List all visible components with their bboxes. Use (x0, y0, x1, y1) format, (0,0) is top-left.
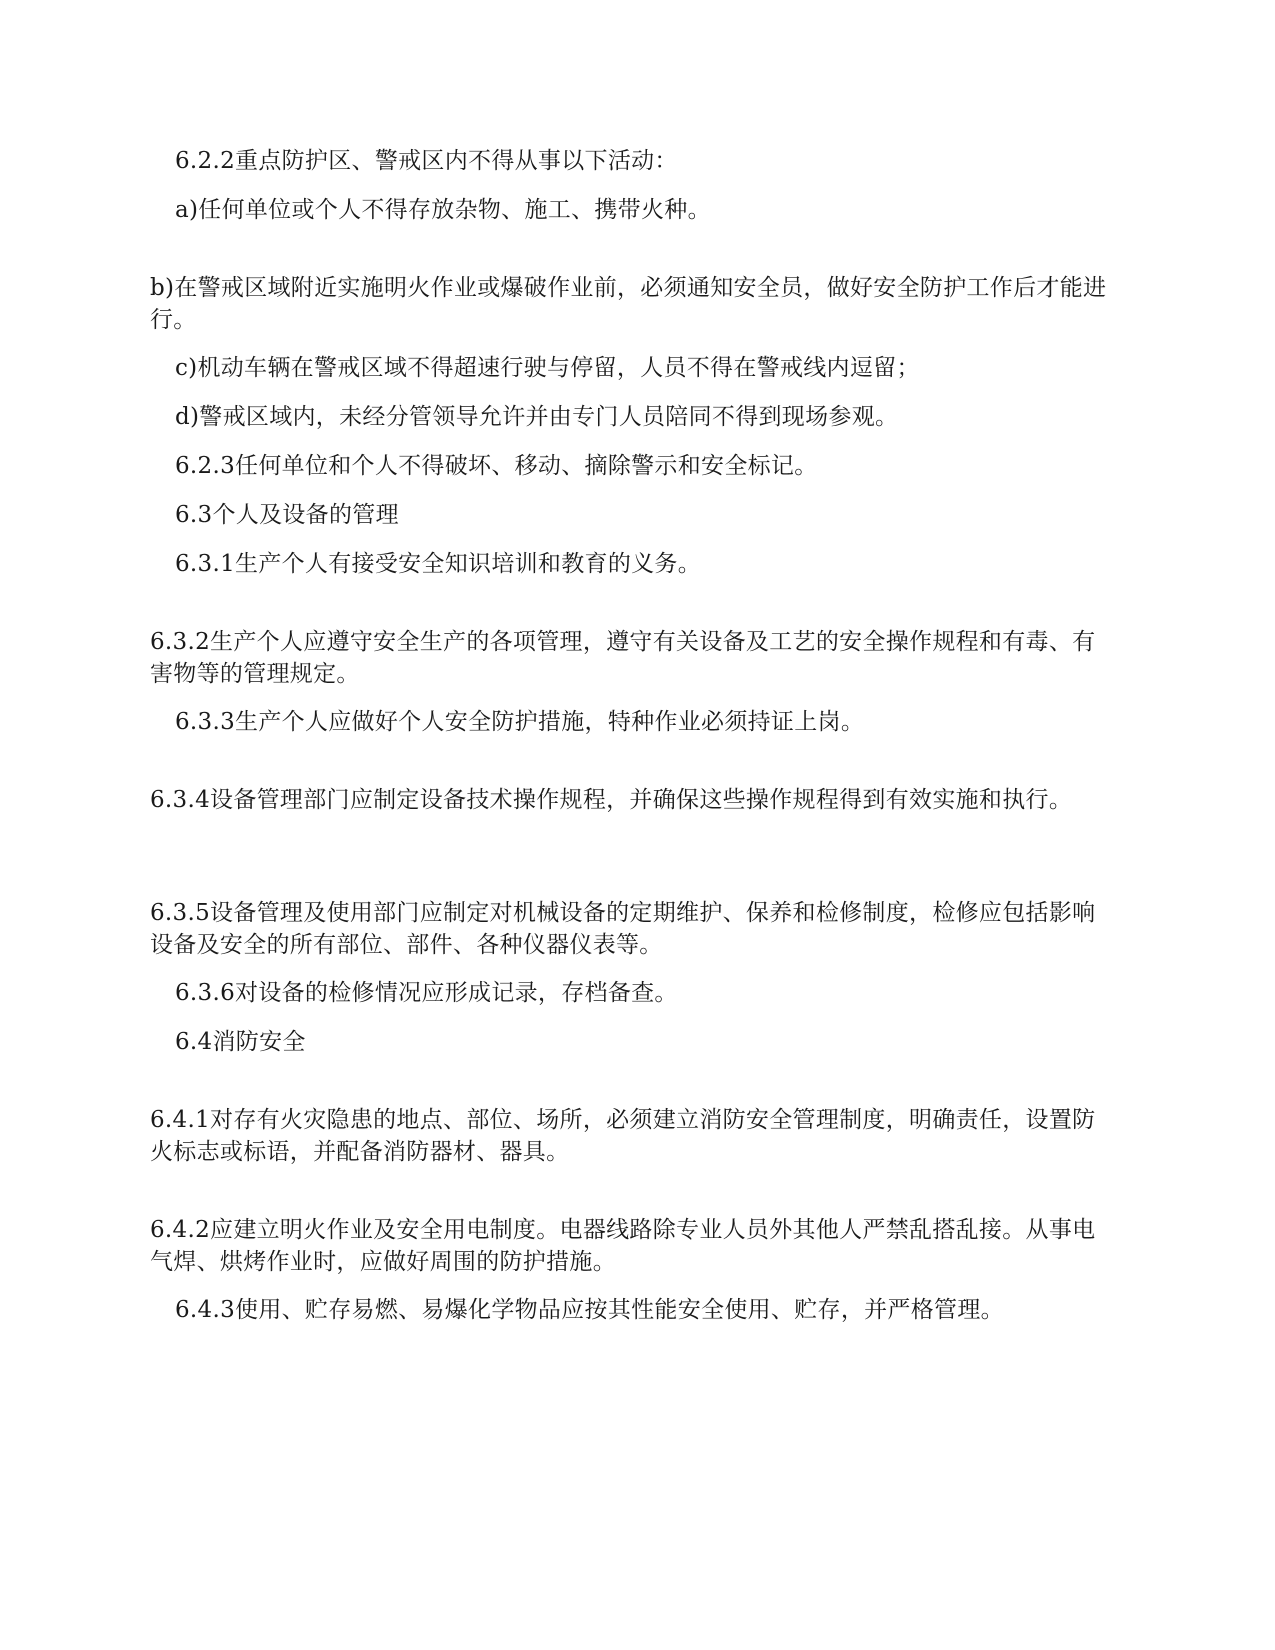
paragraph-item-c: c)机动车辆在警戒区域不得超速行驶与停留，人员不得在警戒线内逗留； (175, 355, 920, 381)
paragraph-6-3-2: 6.3.2生产个人应遵守安全生产的各项管理，遵守有关设备及工艺的安全操作规程和有毒、有害物等的管理规定。 (150, 629, 1096, 687)
section-heading-6-3: 6.3个人及设备的管理 (175, 502, 399, 528)
paragraph-item-b: b)在警戒区域附近实施明火作业或爆破作业前，必须通知安全员，做好安全防护工作后才能进行。 (150, 275, 1107, 333)
paragraph-6-4-1: 6.4.1对存有火灾隐患的地点、部位、场所，必须建立消防安全管理制度，明确责任，设置防火标志或标语，并配备消防器材、器具。 (150, 1107, 1096, 1165)
paragraph-item-d: d)警戒区域内，未经分管领导允许并由专门人员陪同不得到现场参观。 (175, 404, 899, 430)
paragraph-6-2-3: 6.2.3任何单位和个人不得破坏、移动、摘除警示和安全标记。 (175, 453, 818, 479)
paragraph-6-3-3: 6.3.3生产个人应做好个人安全防护措施，特种作业必须持证上岗。 (175, 709, 865, 735)
paragraph-6-4-3: 6.4.3使用、贮存易燃、易爆化学物品应按其性能安全使用、贮存，并严格管理。 (175, 1297, 1004, 1323)
paragraph-6-3-1: 6.3.1生产个人有接受安全知识培训和教育的义务。 (175, 551, 702, 577)
section-heading-6-4: 6.4消防安全 (175, 1029, 306, 1055)
paragraph-6-2-2: 6.2.2重点防护区、警戒区内不得从事以下活动： (175, 148, 678, 174)
paragraph-6-4-2: 6.4.2应建立明火作业及安全用电制度。电器线路除专业人员外其他人严禁乱搭乱接。从事电气焊、烘烤作业时，应做好周围的防护措施。 (150, 1217, 1096, 1275)
paragraph-6-3-4: 6.3.4设备管理部门应制定设备技术操作规程，并确保这些操作规程得到有效实施和执行。 (150, 787, 1073, 813)
paragraph-item-a: a)任何单位或个人不得存放杂物、施工、携带火种。 (175, 197, 711, 223)
paragraph-6-3-5: 6.3.5设备管理及使用部门应制定对机械设备的定期维护、保养和检修制度，检修应包括影响设备及安全的所有部位、部件、各种仪器仪表等。 (150, 900, 1096, 958)
paragraph-6-3-6: 6.3.6对设备的检修情况应形成记录，存档备查。 (175, 980, 678, 1006)
